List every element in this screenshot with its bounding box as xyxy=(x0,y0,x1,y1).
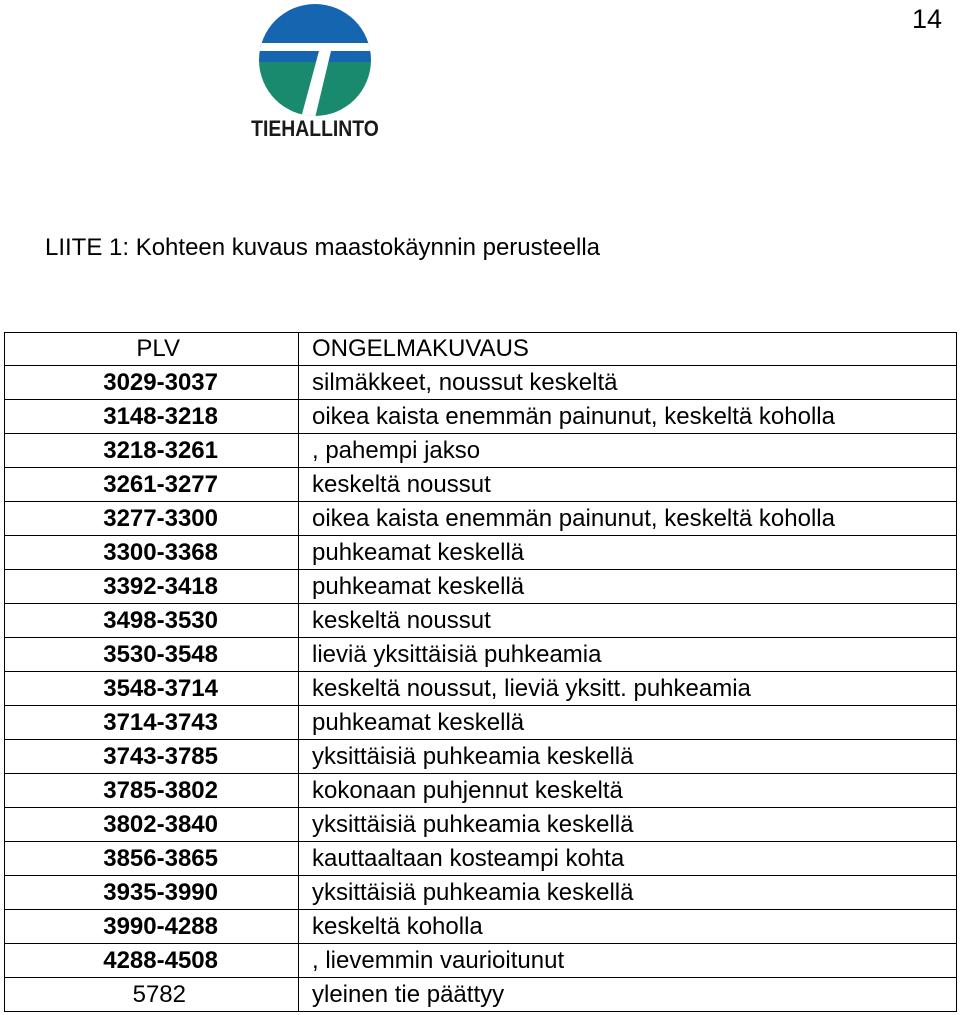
logo-wordmark: TIEHALLINTO xyxy=(251,116,379,141)
description-cell: yksittäisiä puhkeamia keskellä xyxy=(299,876,957,910)
description-cell: kauttaaltaan kosteampi kohta xyxy=(299,842,957,876)
plv-cell: 3277-3300 xyxy=(5,502,299,536)
description-cell: oikea kaista enemmän painunut, keskeltä koholla xyxy=(299,400,957,434)
road-section-table xyxy=(4,332,957,1012)
description-cell: keskeltä koholla xyxy=(299,910,957,944)
description-cell: yleinen tie päättyy xyxy=(299,978,957,1012)
page-number: 14 xyxy=(911,4,942,34)
table-row xyxy=(5,910,957,944)
table-row xyxy=(5,604,957,638)
tiehallinto-emblem-icon xyxy=(257,2,373,118)
description-cell: yksittäisiä puhkeamia keskellä xyxy=(299,808,957,842)
plv-cell: 4288-4508 xyxy=(5,944,299,978)
table-row xyxy=(5,706,957,740)
description-cell: puhkeamat keskellä xyxy=(299,536,957,570)
table-row xyxy=(5,672,957,706)
description-cell: , lievemmin vaurioitunut xyxy=(299,944,957,978)
header-description: ONGELMAKUVAUS xyxy=(299,333,957,366)
description-cell: puhkeamat keskellä xyxy=(299,706,957,740)
description-cell: keskeltä noussut xyxy=(299,604,957,638)
plv-cell: 3802-3840 xyxy=(5,808,299,842)
table-row xyxy=(5,808,957,842)
description-cell: lieviä yksittäisiä puhkeamia xyxy=(299,638,957,672)
plv-cell: 3392-3418 xyxy=(5,570,299,604)
plv-cell: 3300-3368 xyxy=(5,536,299,570)
table-row xyxy=(5,638,957,672)
header-plv: PLV xyxy=(5,333,299,366)
plv-cell: 3714-3743 xyxy=(5,706,299,740)
table-row xyxy=(5,876,957,910)
table-row xyxy=(5,536,957,570)
plv-cell: 3785-3802 xyxy=(5,774,299,808)
table-row xyxy=(5,944,957,978)
table-row xyxy=(5,366,957,400)
plv-cell: 3498-3530 xyxy=(5,604,299,638)
description-cell: , pahempi jakso xyxy=(299,434,957,468)
table-row xyxy=(5,842,957,876)
description-cell: yksittäisiä puhkeamia keskellä xyxy=(299,740,957,774)
plv-cell: 3261-3277 xyxy=(5,468,299,502)
plv-cell: 3029-3037 xyxy=(5,366,299,400)
document-heading: LIITE 1: Kohteen kuvaus maastokäynnin perusteella xyxy=(45,234,600,261)
plv-cell: 3935-3990 xyxy=(5,876,299,910)
plv-cell: 3990-4288 xyxy=(5,910,299,944)
description-cell: kokonaan puhjennut keskeltä xyxy=(299,774,957,808)
description-cell: keskeltä noussut xyxy=(299,468,957,502)
description-cell: keskeltä noussut, lieviä yksitt. puhkeamia xyxy=(299,672,957,706)
plv-cell: 3218-3261 xyxy=(5,434,299,468)
table-row xyxy=(5,468,957,502)
plv-cell: 3856-3865 xyxy=(5,842,299,876)
description-cell: puhkeamat keskellä xyxy=(299,570,957,604)
table-row xyxy=(5,502,957,536)
table-header-row xyxy=(5,333,957,366)
table-row xyxy=(5,434,957,468)
plv-cell: 5782 xyxy=(5,978,299,1012)
plv-cell: 3743-3785 xyxy=(5,740,299,774)
plv-cell: 3148-3218 xyxy=(5,400,299,434)
description-cell: oikea kaista enemmän painunut, keskeltä koholla xyxy=(299,502,957,536)
plv-cell: 3548-3714 xyxy=(5,672,299,706)
table-row xyxy=(5,740,957,774)
table-row xyxy=(5,570,957,604)
table-row xyxy=(5,978,957,1012)
table-row xyxy=(5,774,957,808)
description-cell: silmäkkeet, noussut keskeltä xyxy=(299,366,957,400)
plv-cell: 3530-3548 xyxy=(5,638,299,672)
table-row xyxy=(5,400,957,434)
tiehallinto-logo xyxy=(235,2,395,146)
